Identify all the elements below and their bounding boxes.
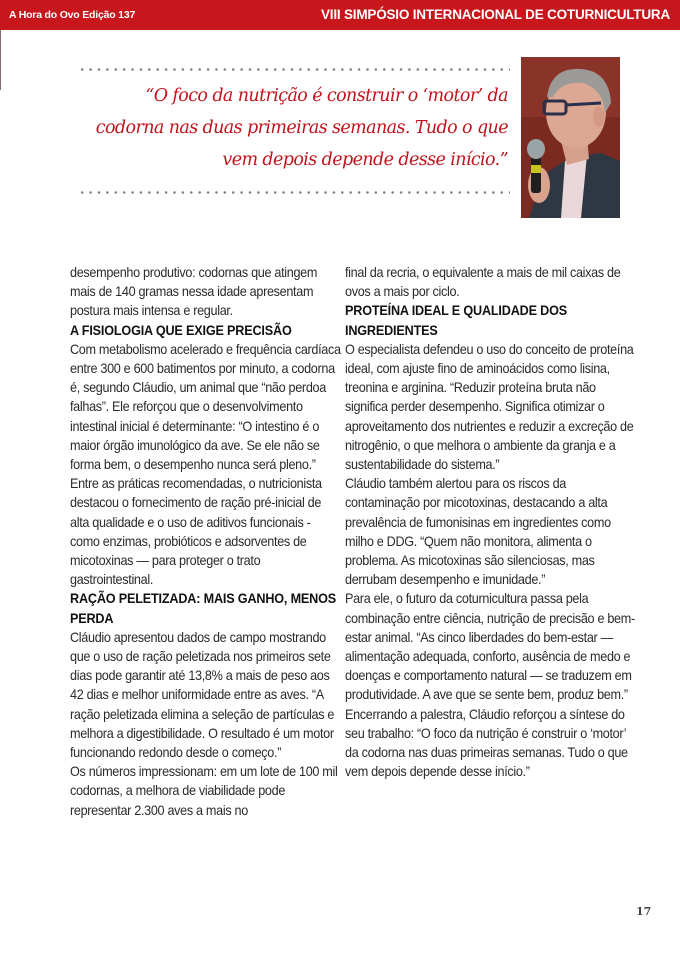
- paragraph: Com metabolismo acelerado e frequência cardíaca entre 300 e 600 batimentos por minuto, a codorna é, segundo Cláudio, um animal que “não perdoa falhas”. Ele reforçou que o desenvolvimento intestinal inicial é determinante: “O intestino é o maior órgão imunológico da ave. Se ele não se forma bem, o desempenho nunca será pleno.”: [70, 341, 341, 473]
- pull-quote: “O foco da nutrição é construir o ‘motor’ da codorna nas duas primeiras semanas. Tudo o que vem depois depende desse início.”: [95, 86, 508, 170]
- paragraph: Entre as práticas recomendadas, o nutricionista destacou o fornecimento de ração pré-inicial de alta qualidade e o uso de aditivos funcionais - como enzimas, probióticos e adsorventes de micotoxinas — para proteger o trato gastrointestinal.: [70, 476, 322, 588]
- article-column-right: [345, 263, 635, 781]
- pull-quote-bottom-divider: [78, 191, 510, 194]
- header-bar: [0, 0, 680, 30]
- paragraph: final da recria, o equivalente a mais de mil caixas de ovos a mais por ciclo.: [345, 265, 621, 300]
- paragraph: Encerrando a palestra, Cláudio reforçou a síntese do seu trabalho: “O foco da nutrição é construir o ‘motor’ da codorna nas duas primeiras semanas. Tudo o que vem depois depende desse início.”: [345, 706, 628, 780]
- page-edge-rule: [0, 30, 1, 90]
- paragraph: Os números impressionam: em um lote de 100 mil codornas, a melhora de viabilidade pode representar 2.300 aves a mais no: [70, 764, 338, 818]
- publication-title: A Hora do Ovo Edição 137: [9, 9, 136, 21]
- subheading: A FISIOLOGIA QUE EXIGE PRECISÃO: [70, 322, 292, 338]
- paragraph: Para ele, o futuro da coturnicultura passa pela combinação entre ciência, nutrição de precisão e bem-estar animal. “As cinco liberdades do bem-estar — alimentação adequada, conforto, ausência de medo e doenças e comportamento natural — se traduzem em produtividade. A ave que se sente bem, produz bem.”: [345, 591, 635, 703]
- page-number: 17: [636, 905, 652, 918]
- paragraph: O especialista defendeu o uso do conceito de proteína ideal, com ajuste fino de aminoácidos como lisina, treonina e arginina. “Reduzir proteína bruta não significa perder desempenho. Significa otimizar o aproveitamento dos nutrientes e reduzir a excreção de nitrogênio, o que melhora o ambiente da granja e a sustentabilidade do sistema.”: [345, 341, 634, 473]
- paragraph: desempenho produtivo: codornas que atingem mais de 140 gramas nessa idade apresentam postura mais intensa e regular.: [70, 265, 318, 319]
- subheading: PROTEÍNA IDEAL E QUALIDADE DOS INGREDIENTES: [345, 303, 568, 338]
- subheading: RAÇÃO PELETIZADA: MAIS GANHO, MENOS PERDA: [70, 591, 337, 626]
- paragraph: Cláudio também alertou para os riscos da contaminação por micotoxinas, destacando a alta prevalência de fumonisinas em ingredientes como milho e DDG. “Quem não monitora, alimenta o problema. As micotoxinas são silenciosas, mas derrubam desempenho e imunidade.”: [345, 476, 611, 588]
- pull-quote-top-divider: [78, 68, 510, 71]
- section-title: VIII SIMPÓSIO INTERNACIONAL DE COTURNICULTURA: [320, 7, 670, 22]
- article-column-left: [70, 263, 342, 820]
- paragraph: Cláudio apresentou dados de campo mostrando que o uso de ração peletizada nos primeiros sete dias pode garantir até 13,8% a mais de peso aos 42 dias e melhor uniformidade entre as aves. “A ração peletizada elimina a seleção de partículas e melhora a digestibilidade. O resultado é um motor funcionando redondo desde o começo.”: [70, 629, 335, 761]
- speaker-photo: [521, 57, 620, 218]
